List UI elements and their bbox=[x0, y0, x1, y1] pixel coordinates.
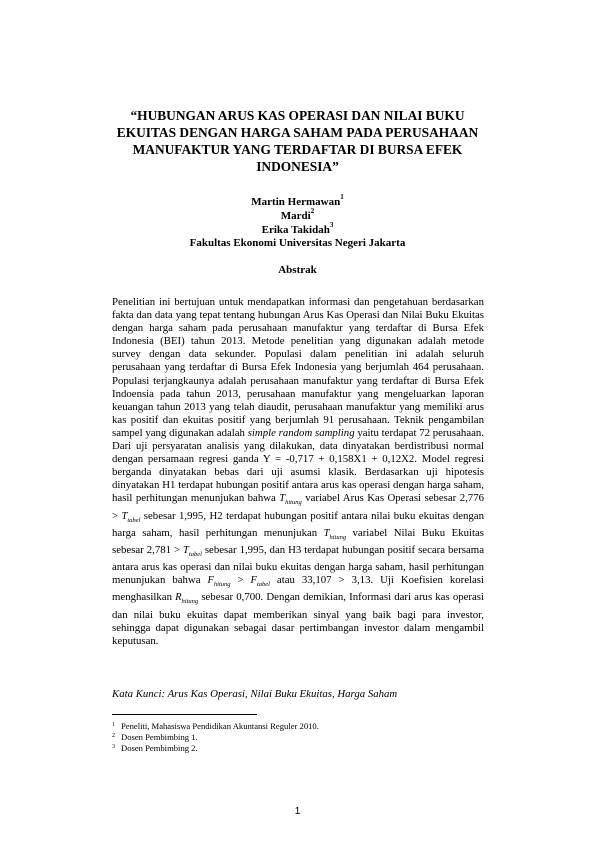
abstract-heading: Abstrak bbox=[278, 264, 317, 276]
abstract-text: sebesar 1,995, H2 terdapat hubungan positif antara nilai buku ekuitas dengan harga saham, hasil perhitungan menunjukan bbox=[112, 509, 484, 539]
title-line: EKUITAS DENGAN HARGA SAHAM PADA PERUSAHAAN bbox=[116, 125, 479, 140]
abstract-body bbox=[112, 296, 484, 648]
f-tabel-symbol: $F_{tabel}$ bbox=[250, 575, 270, 589]
t-hitung-symbol: $T_{hitung}$ bbox=[279, 493, 302, 507]
t-tabel-symbol: $T_{tabel}$ bbox=[183, 544, 202, 559]
t-tabel-symbol: $T_{tabel}$ bbox=[121, 510, 141, 524]
footnote bbox=[112, 721, 319, 732]
title-line: INDONESIA” bbox=[256, 159, 339, 174]
page-number: 1 bbox=[294, 806, 301, 817]
abstract-text: > bbox=[230, 574, 251, 587]
author-footnote-mark: 2 bbox=[310, 207, 315, 216]
title-line: “HUBUNGAN ARUS KAS OPERASI DAN NILAI BUKU bbox=[130, 108, 465, 123]
abstract-text: atau 33,107 > 3,13. Uji Koefisien korelasi menghasilkan bbox=[112, 574, 484, 604]
author-block bbox=[112, 193, 483, 251]
footnote-mark: 1 bbox=[112, 722, 115, 728]
abstract-text: variabel Arus Kas Operasi sebesar 2,776 > bbox=[112, 492, 484, 522]
abstract-italic-term: simple random sampling bbox=[247, 426, 355, 439]
footnote-mark: 2 bbox=[112, 733, 115, 739]
footnote bbox=[112, 743, 319, 754]
author-line bbox=[112, 220, 483, 238]
author-footnote-mark: 3 bbox=[329, 220, 334, 229]
abstract-text: yaitu terdapat 72 perusahaan. Dari uji persyaratan analisis yang dilakukan, data dinyatakan berdistribusi normal dengan persamaan regresi ganda Y = -0,717 + 0,158X1 + 0,12X2. Model regresi berganda dinyatakan bebas dari uji asumsi klasik. Berdasarkan uji hipotesis dinyatakan H1 terdapat hubungan positif antara arus kas operasi dengan harga saham, hasil perhitungan menunjukan bahwa bbox=[112, 426, 484, 505]
footnote-text: Dosen Pembimbing 2. bbox=[121, 743, 198, 753]
keywords: Kata Kunci: Arus Kas Operasi, Nilai Buku Ekuitas, Harga Saham bbox=[112, 688, 398, 700]
t-hitung-symbol: $T_{hitung}$ bbox=[323, 527, 347, 541]
f-hitung-symbol: $F_{hitung}$ bbox=[207, 575, 231, 589]
author-name: Erika Takidah bbox=[261, 223, 330, 236]
footnote-divider bbox=[112, 714, 257, 715]
title-line: MANUFAKTUR YANG TERDAFTAR DI BURSA EFEK bbox=[132, 142, 463, 157]
affiliation: Fakultas Ekonomi Universitas Negeri Jakarta bbox=[189, 237, 406, 250]
r-hitung-symbol: $R_{hitung}$ bbox=[175, 592, 199, 606]
author-name: Mardi bbox=[280, 209, 311, 222]
author-footnote-mark: 1 bbox=[340, 193, 344, 202]
paper-title bbox=[112, 107, 483, 175]
author-line bbox=[112, 193, 483, 210]
abstract-text: sebesar 0,700. Dengan demikian, Informasi dari arus kas operasi dan nilai buku ekuitas dapat memberikan sinyal yang baik bagi para investor, sehingga dapat digunakan sebagai dasar pertimbangan investor dalam mengambil keputusan. bbox=[112, 591, 484, 647]
abstract-text: variabel Nilai Buku Ekuitas sebesar 2,781 > bbox=[112, 526, 484, 556]
author-name: Martin Hermawan bbox=[251, 196, 341, 208]
footnote-text: Peneliti, Mahasiswa Pendidikan Akuntansi Reguler 2010. bbox=[121, 721, 319, 731]
footnote-text: Dosen Pembimbing 1. bbox=[121, 732, 198, 742]
abstract-text: sebesar 1,995, dan H3 terdapat hubungan positif secara bersama antara arus kas operasi dan nilai buku ekuitas dengan harga saham, hasil perhitungan menunjukan bahwa bbox=[112, 543, 484, 587]
footnote-mark: 3 bbox=[112, 744, 115, 750]
footnotes bbox=[112, 721, 319, 754]
footnote bbox=[112, 732, 319, 743]
author-line bbox=[112, 207, 483, 224]
abstract-text: Penelitian ini bertujuan untuk mendapatkan informasi dan pengetahuan berdasarkan fakta dan data yang tepat tentang hubungan Arus Kas Operasi dan Nilai Buku Ekuitas dengan harga saham pada perusahaan manufaktur yang terdaftar di Bursa Efek Indonesia (BEI) tahun 2013. Metode penelitian yang digunakan adalah metode survey dengan data sekunder. Populasi dalam penelitian ini adalah seluruh perusahaan yang terdaftar di Bursa Efek Indonesia yang berjumlah 464 perusahaan. Populasi terjangkaunya adalah perusahaan manufaktur yang terdaftar di Bursa Efek Indoensia pada tahun 2013, perusahaan manufaktur yang mengeluarkan laporan keuangan tahun 2013 yang telah diaudit, perusahaan manufaktur yang memiliki arus kas positif dan ekuitas positif yang berjumlah 91 perusahaan. Teknik pengambilan sampel yang digunakan adalah bbox=[112, 296, 484, 439]
